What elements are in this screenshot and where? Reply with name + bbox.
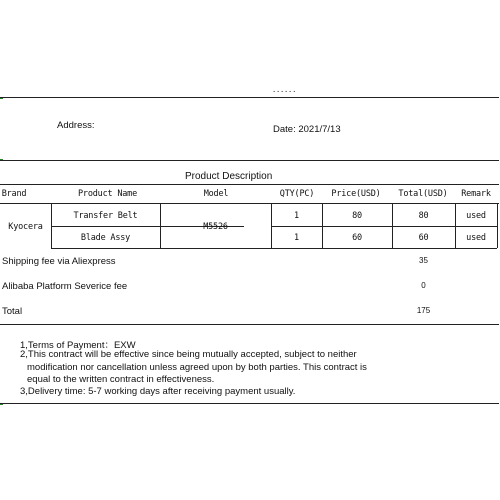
column-header-model: Model bbox=[203, 189, 229, 199]
terms-line: 1,Terms of Payment：EXW bbox=[20, 340, 136, 351]
brand-cell: Kyocera bbox=[8, 222, 43, 232]
product-name-cell: Transfer Belt bbox=[73, 211, 138, 221]
terms-line: 3,Delivery time: 5-7 working days after receiving payment usually. bbox=[20, 386, 296, 397]
qty-cell: 1 bbox=[294, 233, 299, 243]
document-date: Date: 2021/7/13 bbox=[273, 124, 341, 135]
remark-cell: used bbox=[466, 233, 486, 243]
total-cell: 60 bbox=[418, 233, 429, 243]
total-label: Total bbox=[2, 306, 23, 317]
table-rule bbox=[0, 184, 499, 185]
qty-cell: 1 bbox=[294, 211, 299, 221]
terms-line: 2,This contract will be effective since being mutually accepted, subject to neither bbox=[20, 349, 357, 360]
column-header-total: Total(USD) bbox=[398, 189, 448, 199]
column-header-price: Price(USD) bbox=[331, 189, 381, 199]
table-rule bbox=[0, 324, 499, 325]
shipping-fee-label: Shipping fee via Aliexpress bbox=[2, 256, 116, 267]
terms-line: equal to the written contract in effectiveness. bbox=[27, 374, 215, 385]
column-header-qty: QTY(PC) bbox=[279, 189, 315, 199]
column-header-product-name: Product Name bbox=[77, 189, 137, 199]
product-name-cell: Blade Assy bbox=[80, 233, 131, 243]
table-rule bbox=[51, 248, 497, 249]
table-rule bbox=[271, 226, 497, 227]
table-rule bbox=[0, 203, 499, 204]
address-label: Address: bbox=[57, 120, 95, 131]
shipping-fee-value: 35 bbox=[419, 256, 428, 265]
remark-cell: used bbox=[466, 211, 486, 221]
divider bbox=[0, 97, 499, 98]
table-col-line bbox=[497, 203, 498, 248]
table-title: Product Description bbox=[185, 171, 273, 182]
price-cell: 60 bbox=[352, 233, 362, 243]
price-cell: 80 bbox=[352, 211, 362, 221]
terms-line: modification nor cancellation unless agreed upon by both parties. This contract is bbox=[27, 362, 367, 373]
platform-fee-value: 0 bbox=[421, 281, 426, 290]
divider bbox=[0, 160, 499, 161]
table-rule bbox=[0, 403, 499, 404]
column-header-remark: Remark bbox=[461, 189, 491, 199]
total-value: 175 bbox=[416, 306, 431, 315]
column-header-brand: Brand bbox=[1, 189, 27, 199]
platform-fee-label: Alibaba Platform Severice fee bbox=[2, 281, 128, 292]
total-cell: 80 bbox=[418, 211, 429, 221]
model-cell: M5526 bbox=[203, 222, 228, 232]
clipped-header-text: ...... bbox=[272, 86, 297, 94]
